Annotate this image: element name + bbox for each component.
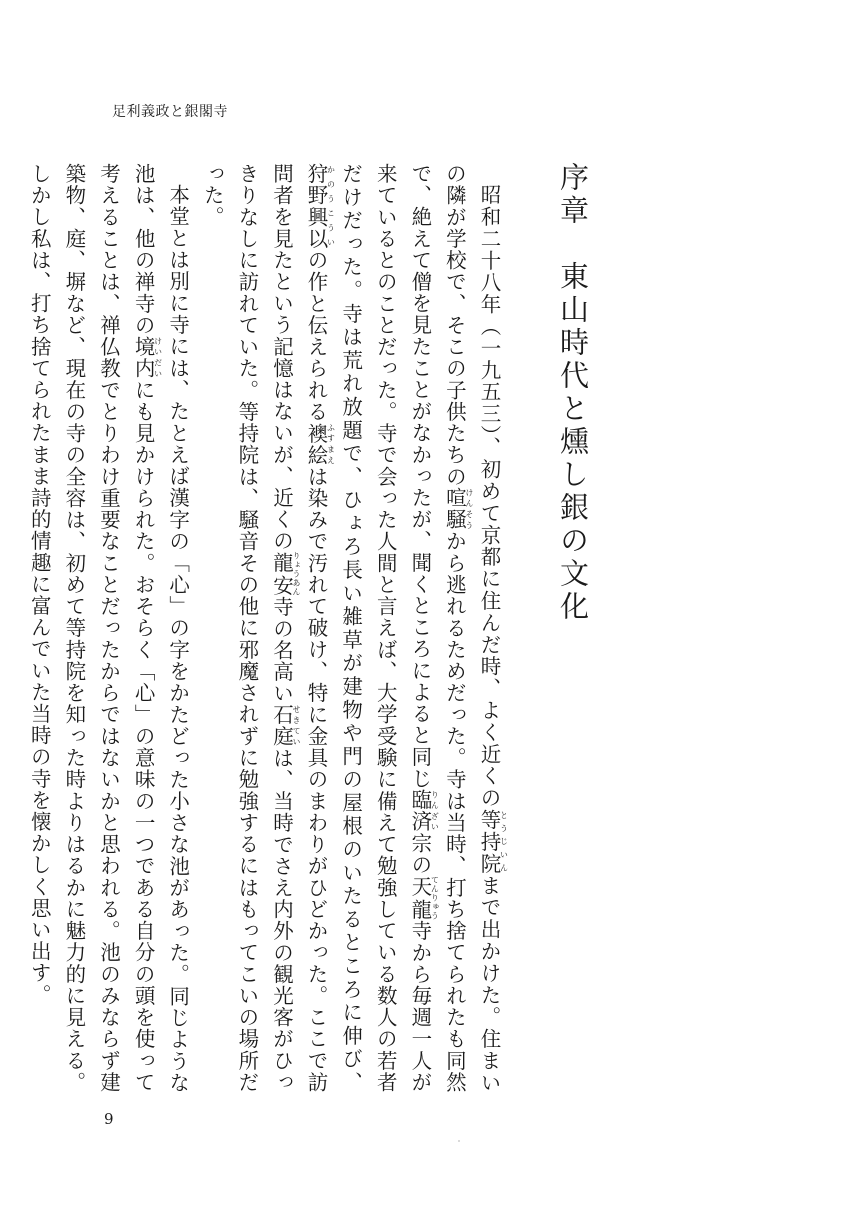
text-run: 寺から毎週一人が来ているとのことだった。寺で会った人間と言えば、大学受験に備えて勉強している数人の若者だけだった。寺は荒れ放題で、ひょろ長い雑草が建物や門の屋根のいたるところに伸び、 (338, 163, 432, 1093)
ruby-word: 襖絵ふすまえ (304, 422, 336, 466)
ruby-word: 狩野興以かのうこうい (304, 163, 336, 250)
text-run: 本堂とは別に寺には、たとえば漢字の「心」の字をかたどった小さな池があった。同じような池は、他の禅寺の (131, 163, 190, 1093)
paper-speck (458, 1140, 460, 1142)
ruby-word: 等持院とうじいん (477, 808, 509, 875)
text-run: 昭和二十八年（一九五三）、初めて京都に住んだ時、よく近くの (477, 183, 501, 809)
paragraph-2 (22, 163, 195, 1093)
page-number: 9 (104, 1110, 114, 1128)
text-run: 宗の (407, 832, 432, 876)
text-run: から逃れるためだった。寺は当時、打ち捨てられたも同然で、絶えて僧を見たことがなかったが、聞くところによると同じ (407, 163, 467, 1094)
ruby-word: 境内けいだい (131, 336, 163, 380)
text-run: は染みで汚れて破け、特に金具のまわりがひどかった。ここで訪問者を見たという記憶はないが、近くの (269, 163, 329, 1093)
ruby-word: 臨済りんざい (407, 789, 440, 833)
running-header: 足利義政と銀閣寺 (112, 104, 228, 120)
text-run: は、当時でさえ内外の観光客がひっきりなしに訪れていた。等持院は、騒音その他に邪魔されずに勉強するにはもってこいの場所だった。 (200, 163, 294, 1093)
ruby-word: 龍安りょうあん (269, 551, 301, 597)
body-text (27, 163, 509, 1094)
text-run: まで出かけた。住まいの隣が学校で、そこの子供たちの (442, 163, 501, 1093)
text-run: にも見かけられた。おそらく「心」の意味の一つである自分の頭を使って考えることは、禅仏教でとりわけ重要なことだったからではないかと思われる。池のみならず建築物、庭、塀など、現在の寺の全容は、初めて等持院を知った時よりはるかに魅力的に見える。しかし私は、打ち捨てられたまま詩的情趣に富んでいた当時の寺を懐かしく思い出す。 (27, 163, 156, 1093)
paragraph-1 (195, 163, 508, 1093)
ruby-word: 喧騒けんそう (442, 487, 474, 531)
text-run: 寺の名高い (269, 596, 294, 705)
ruby-word: 天龍てんりゅう (407, 875, 440, 921)
ruby-word: 石庭せきてい (269, 704, 301, 748)
text-run: の作と伝えられる (304, 249, 329, 423)
chapter-title: 序章 東山時代と燻し銀の文化 (556, 162, 590, 624)
